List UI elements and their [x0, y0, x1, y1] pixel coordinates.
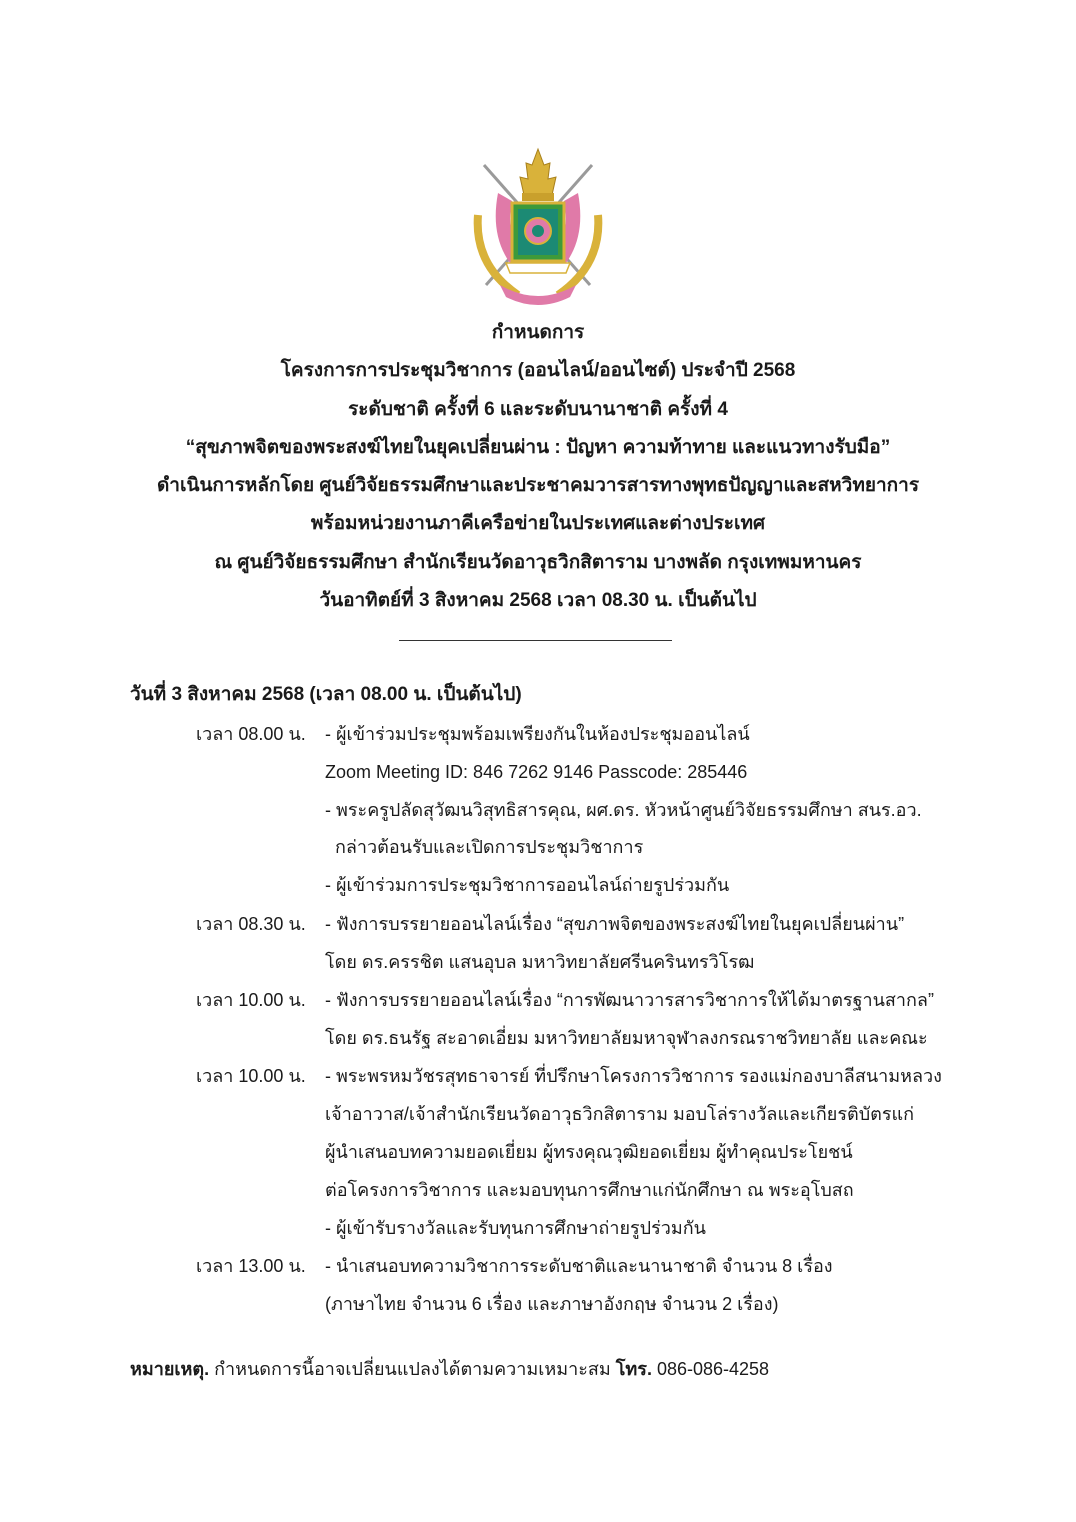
header-topic: “สุขภาพจิตของพระสงฆ์ไทยในยุคเปลี่ยนผ่าน : ปัญหา ความท้าทาย และแนวทางรับมือ” — [185, 436, 891, 458]
schedule-item: - พระพรหมวัชรสุทธาจารย์ ที่ปรึกษาโครงการวิชาการ รองแม่กองบาลีสนามหลวง — [325, 1066, 942, 1086]
schedule-item: ผู้นำเสนอบทความยอดเยี่ยม ผู้ทรงคุณวุฒิยอดเยี่ยม ผู้ทำคุณประโยชน์ — [325, 1142, 853, 1162]
institution-emblem — [470, 145, 606, 310]
header-level: ระดับชาติ ครั้งที่ 6 และระดับนานาชาติ ครั้งที่ 4 — [348, 398, 728, 420]
header-date: วันอาทิตย์ที่ 3 สิงหาคม 2568 เวลา 08.30 น. เป็นต้นไป — [319, 590, 757, 612]
schedule-item: - ผู้เข้าร่วมการประชุมวิชาการออนไลน์ถ่ายรูปร่วมกัน — [325, 875, 730, 895]
header-title: กำหนดการ — [491, 322, 585, 343]
schedule-time: เวลา 08.30 น. — [196, 914, 306, 934]
header-venue: ณ ศูนย์วิจัยธรรมศึกษา สำนักเรียนวัดอาวุธวิกสิตาราม บางพลัด กรุงเทพมหานคร — [214, 551, 862, 573]
phone-number: 086-086-4258 — [651, 1359, 770, 1379]
footnote-text: กำหนดการนี้อาจเปลี่ยนแปลงได้ตามความเหมาะสม — [209, 1359, 616, 1379]
footnote — [130, 1355, 769, 1383]
schedule-item: เจ้าอาวาส/เจ้าสำนักเรียนวัดอาวุธวิกสิตาราม มอบโล่รางวัลและเกียรติบัตรแก่ — [325, 1104, 914, 1124]
schedule-time: เวลา 13.00 น. — [196, 1256, 306, 1276]
header-project: โครงการการประชุมวิชาการ (ออนไลน์/ออนไซต์) ประจำปี 2568 — [280, 360, 796, 382]
schedule-item: - ผู้เข้าร่วมประชุมพร้อมเพรียงกันในห้องประชุมออนไลน์ — [325, 724, 750, 744]
schedule-time: เวลา 10.00 น. — [196, 1066, 306, 1086]
schedule-item: ต่อโครงการวิชาการ และมอบทุนการศึกษาแก่นักศึกษา ณ พระอุโบสถ — [325, 1180, 854, 1200]
schedule-item: - ฟังการบรรยายออนไลน์เรื่อง “สุขภาพจิตของพระสงฆ์ไทยในยุคเปลี่ยนผ่าน” — [325, 914, 905, 934]
phone-label: โทร. — [615, 1359, 652, 1379]
event-header — [0, 314, 1076, 620]
schedule-day-heading: วันที่ 3 สิงหาคม 2568 (เวลา 08.00 น. เป็นต้นไป) — [130, 684, 522, 705]
schedule-item: โดย ดร.ครรชิต แสนอุบล มหาวิทยาลัยศรีนครินทรวิโรฒ — [325, 952, 755, 972]
header-organizer: ดำเนินการหลักโดย ศูนย์วิจัยธรรมศึกษาและประชาคมวารสารทางพุทธปัญญาและสหวิทยาการ — [156, 475, 920, 497]
footnote-label: หมายเหตุ. — [130, 1359, 210, 1379]
header-partners: พร้อมหน่วยงานภาคีเครือข่ายในประเทศและต่างประเทศ — [310, 513, 766, 535]
schedule-item: - ฟังการบรรยายออนไลน์เรื่อง “การพัฒนาวารสารวิชาการให้ได้มาตรฐานสากล” — [325, 990, 934, 1010]
zoom-meeting-info: Zoom Meeting ID: 846 7262 9146 Passcode: 285446 — [325, 762, 748, 782]
schedule-item: กล่าวต้อนรับและเปิดการประชุมวิชาการ — [325, 837, 644, 857]
schedule-time: เวลา 10.00 น. — [196, 990, 306, 1010]
schedule-time: เวลา 08.00 น. — [196, 724, 306, 744]
schedule-item: โดย ดร.ธนรัฐ สะอาดเอี่ยม มหาวิทยาลัยมหาจุฬาลงกรณราชวิทยาลัย และคณะ — [325, 1028, 928, 1048]
schedule-item: - พระครูปลัดสุวัฒนวิสุทธิสารคุณ, ผศ.ดร. หัวหน้าศูนย์วิจัยธรรมศึกษา สนร.อว. — [325, 800, 922, 820]
schedule-item: - นำเสนอบทความวิชาการระดับชาติและนานาชาติ จำนวน 8 เรื่อง — [325, 1256, 833, 1276]
schedule-item: (ภาษาไทย จำนวน 6 เรื่อง และภาษาอังกฤษ จำนวน 2 เรื่อง) — [325, 1294, 779, 1314]
schedule-item: - ผู้เข้ารับรางวัลและรับทุนการศึกษาถ่ายรูปร่วมกัน — [325, 1218, 706, 1238]
header-divider — [399, 640, 672, 641]
